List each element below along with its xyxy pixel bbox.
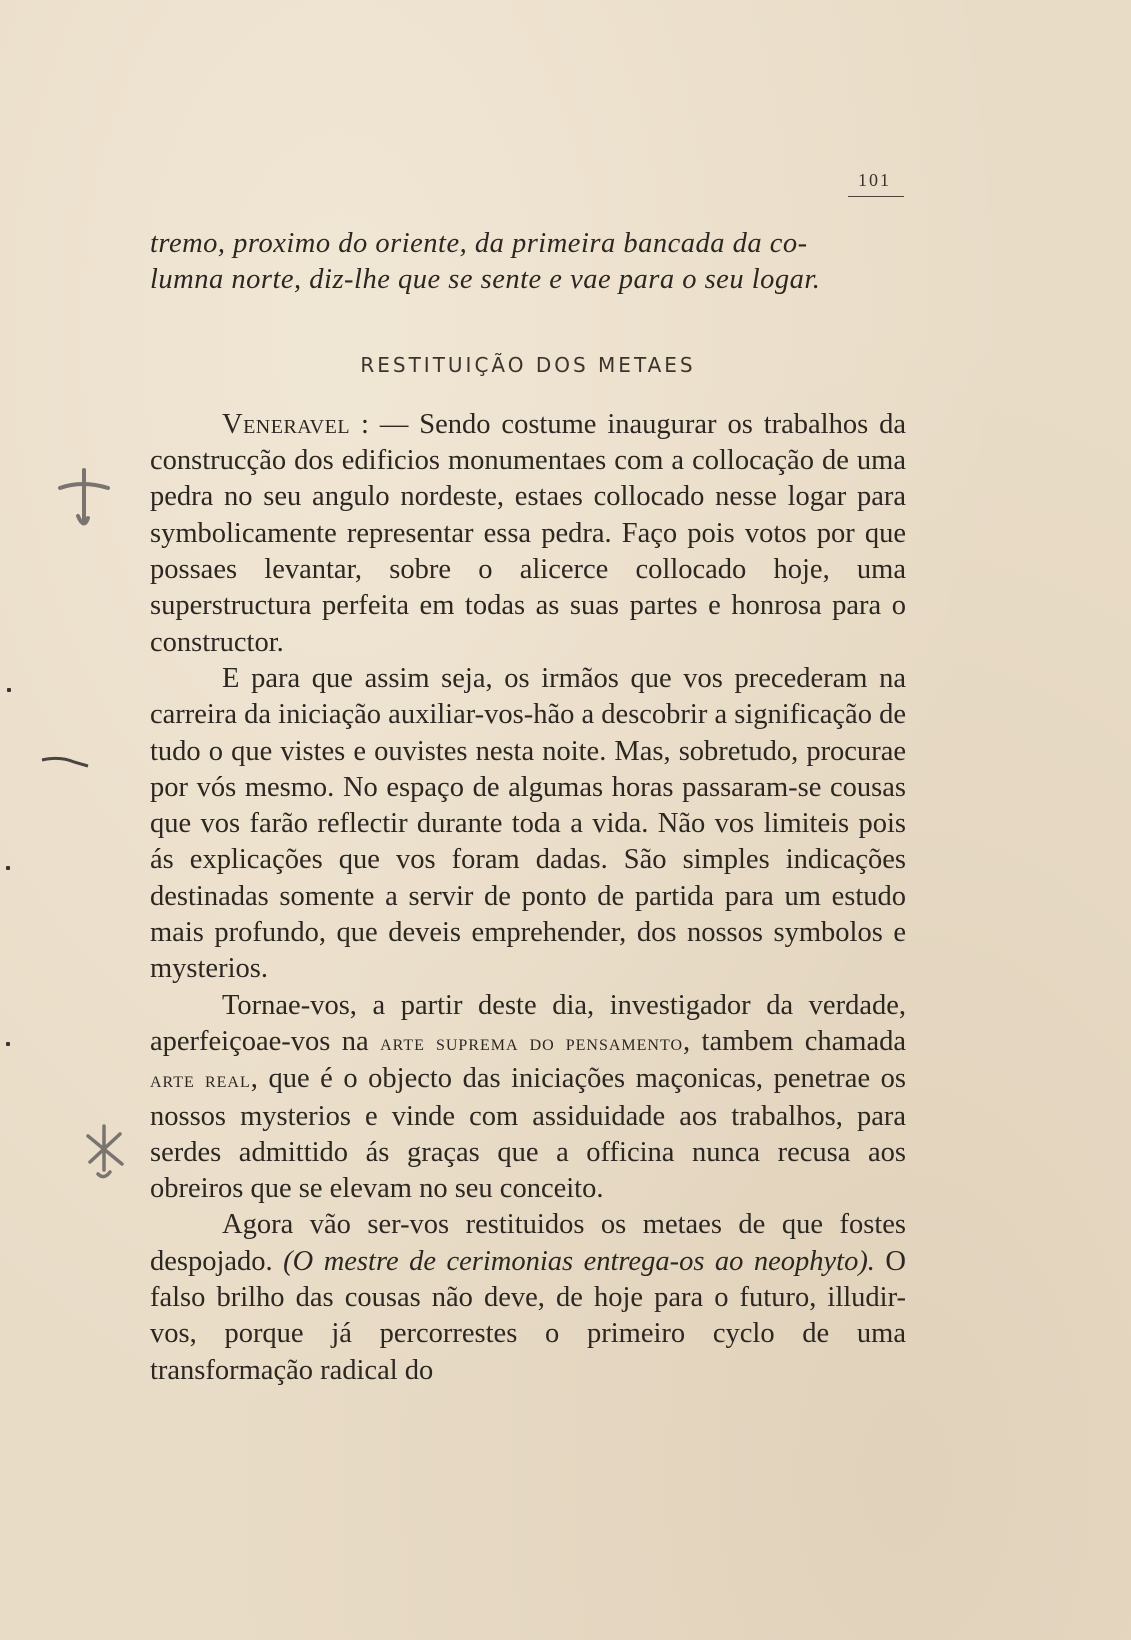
margin-dot (6, 866, 10, 870)
intro-line: tremo, proximo do oriente, da primeira bancada da co- (150, 228, 808, 259)
star-ornament-icon (78, 1120, 130, 1182)
term-small-caps: arte real (150, 1067, 251, 1093)
term-small-caps: arte suprema do pensamento (380, 1029, 683, 1055)
paragraph-text: Sendo costume inaugurar os trabalhos da construcção dos edificios monumentaes com a collocação de uma pedra no seu angulo nordeste, estaes collocado nesse logar para symbolicamente representar essa pedra. Faço pois votos por que possaes levantar, sobre o alicerce collocado hoje, uma superstructura perfeita em todas as suas partes e honrosa para o constructor. (150, 408, 907, 658)
section-title: RESTITUIÇÃO DOS METAES (360, 352, 696, 377)
page-number-rule (848, 196, 904, 197)
intro-text (150, 226, 906, 299)
dash-ornament-icon (40, 752, 92, 772)
paragraph (150, 1207, 906, 1388)
paragraph-text: E para que assim seja, os irmãos que vos precederam na carreira da iniciação auxiliar-vos-hão a descobrir a significação de tudo o que vistes e ouvistes nesta noite. Mas, sobretudo, procurae por vós mesmo. No espaço de algumas horas passaram-se cousas que vos farão reflectir durante toda a vida. Não vos limiteis pois ás explicações que vos foram dadas. São simples indicações destinadas somente a servir de ponto de partida para um estudo mais profundo, que deveis emprehender, dos nossos symbolos e mysterios. (150, 662, 906, 985)
cross-ornament-icon (52, 466, 116, 536)
speaker-dash: : — (350, 408, 420, 440)
paragraph-text: O falso brilho das cousas não deve, de hoje para o futuro, illudir-vos, porque já percorrestes o primeiro cyclo de uma transformação radical do (150, 1245, 906, 1386)
paragraph-text: , que é o objecto das iniciações maçonicas, penetrae os nossos mysterios e vinde com assiduidade aos trabalhos, para serdes admittido ás graças que a officina nunca recusa aos obreiros que se elevam no seu conceito. (150, 1063, 906, 1205)
paragraph (150, 661, 906, 988)
paragraph-text: , tambem chamada (683, 1025, 907, 1057)
paragraph-text: Tornae-vos, a partir deste dia, investigador da verdade, aperfeiçoae-vos na (150, 989, 906, 1057)
margin-dot (7, 688, 11, 692)
margin-dot (6, 1042, 10, 1046)
page-number: 101 (858, 170, 891, 190)
paragraph (150, 988, 906, 1208)
paragraph-text: Agora vão ser-vos restituidos os metaes de que fostes despojado. (150, 1209, 906, 1277)
stage-direction: (O mestre de cerimonias entrega-os ao neophyto). (283, 1245, 875, 1277)
speaker-name: Veneravel (222, 408, 351, 440)
paragraph (150, 407, 906, 661)
page-body (150, 226, 906, 1389)
intro-line: lumna norte, diz-lhe que se sente e vae para o seu logar. (150, 264, 821, 296)
